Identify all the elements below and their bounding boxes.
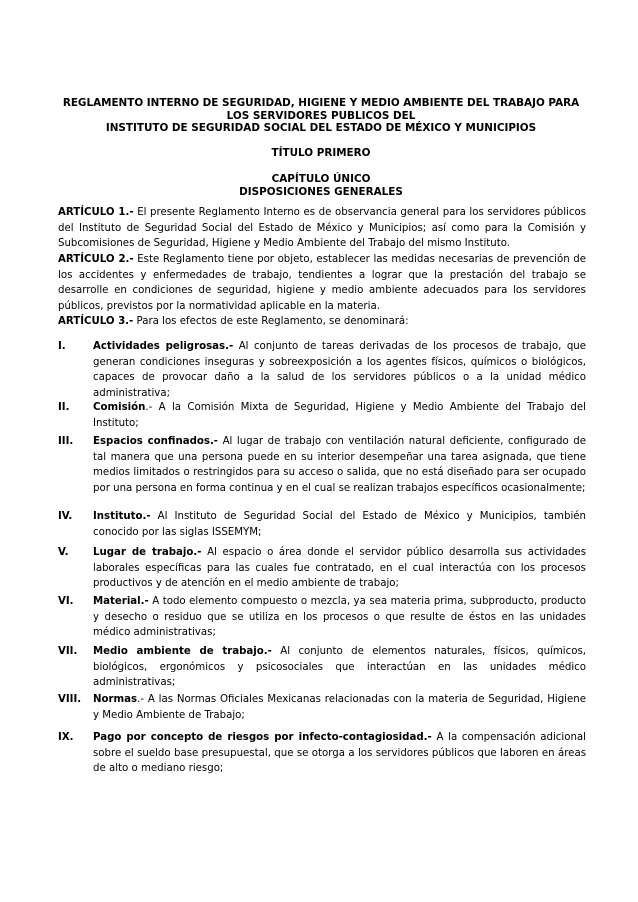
definition-text: Al Instituto de Seguridad Social del Estado de México y Municipios, también conocido por las siglas ISSEMYM; [93, 511, 586, 538]
definition-number: V. [58, 547, 69, 558]
definition-text: .- A las Normas Oficiales Mexicanas relacionadas con la materia de Seguridad, Higiene y Medio Ambiente de Trabajo; [93, 694, 586, 721]
definition-term: Instituto.- [93, 511, 151, 522]
definition-number: VII. [58, 646, 78, 657]
definition-number: VIII. [58, 694, 82, 705]
article-3-text: Para los efectos de este Reglamento, se denominará: [133, 316, 409, 327]
disposiciones-heading: DISPOSICIONES GENERALES [239, 186, 403, 198]
title-line-1: REGLAMENTO INTERNO DE SEGURIDAD, HIGIENE Y MEDIO AMBIENTE DEL TRABAJO PARA [62, 97, 580, 109]
article-2-label: ARTÍCULO 2.- [58, 254, 134, 265]
definition-text: .- A la Comisión Mixta de Seguridad, Higiene y Medio Ambiente del Trabajo del Instituto; [93, 402, 586, 429]
definition-term: Normas [93, 694, 138, 705]
definition-term: Actividades peligrosas.- [93, 341, 234, 352]
definition-term: Espacios confinados.- [93, 436, 219, 447]
definition-number: II. [58, 402, 70, 413]
capitulo-heading: CAPÍTULO ÚNICO [271, 173, 371, 185]
definition-number: III. [58, 436, 74, 447]
article-2-text: Este Reglamento tiene por objeto, establecer las medidas necesarias de prevención de los accidentes y enfermedades de trabajo, tendientes a lograr que la prestación del trabajo se desarrolle en condiciones de seguridad, higiene y medio ambiente adecuados para los servidores públicos, previstos por la normatividad aplicable en la materia. [58, 254, 587, 312]
definition-number: IX. [58, 732, 74, 743]
definition-term: Medio ambiente de trabajo.- [93, 646, 272, 657]
definition-text: Al lugar de trabajo con ventilación natural deficiente, configurado de tal manera que una persona puede en su interior desempeñar una tarea asignada, que tiene medios limitados o restringidos para su acceso o salida, que no está diseñado para ser ocupado por una persona en forma continua y en el cual se realizan trabajos específicos ocasionalmente; [93, 436, 586, 494]
definition-term: Lugar de trabajo.- [93, 547, 202, 558]
article-1-label: ARTÍCULO 1.- [58, 207, 134, 218]
definition-text: Al conjunto de elementos naturales, físicos, químicos, biológicos, ergonómicos y psicosociales que interactúan en las unidades médico administrativas; [93, 646, 586, 689]
definition-number: VI. [58, 596, 74, 607]
definition-text: A la compensación adicional sobre el sueldo base presupuestal, que se otorga a los servidores públicos que laboren en áreas de alto o mediano riesgo; [93, 732, 586, 775]
definition-number: I. [58, 341, 66, 352]
article-3 [58, 314, 586, 330]
article-1-text: El presente Reglamento Interno es de observancia general para los servidores públicos del Instituto de Seguridad Social del Estado de México y Municipios; así como para la Comisión y Subcomisiones de Seguridad, Higiene y Medio Ambiente del Trabajo del mismo Instituto. [58, 207, 587, 250]
document-title [56, 97, 586, 135]
article-1 [58, 205, 586, 252]
titulo-heading: TÍTULO PRIMERO [271, 147, 371, 159]
title-line-2: LOS SERVIDORES PUBLICOS DEL [226, 109, 416, 122]
definition-number: IV. [58, 511, 73, 522]
definition-term: Comisión [93, 402, 146, 413]
definition-term: Material.- [93, 596, 149, 607]
definition-term: Pago por concepto de riesgos por infecto-contagiosidad.- [93, 732, 432, 743]
title-line-3: INSTITUTO DE SEGURIDAD SOCIAL DEL ESTADO DE MÉXICO Y MUNICIPIOS [105, 122, 537, 135]
article-3-label: ARTÍCULO 3.- [58, 316, 134, 327]
definition-text: Al conjunto de tareas derivadas de los procesos de trabajo, que generan condiciones inseguras y sobreexposición a los agentes físicos, químicos o biológicos, capaces de provocar daño a la salud de los servidores públicos o a la unidad médico administrativa; [93, 341, 587, 399]
definition-text: A todo elemento compuesto o mezcla, ya sea materia prima, subproducto, producto y desecho o residuo que se utiliza en los procesos o que resulte de éstos en las unidades médico administrativas; [93, 596, 586, 639]
definition-text: Al espacio o área donde el servidor público desarrolla sus actividades laborales específicas para las cuales fue contratado, en el cual interactúa con los procesos productivos y de atención en el medio ambiente de trabajo; [93, 547, 586, 590]
article-2 [58, 252, 586, 314]
